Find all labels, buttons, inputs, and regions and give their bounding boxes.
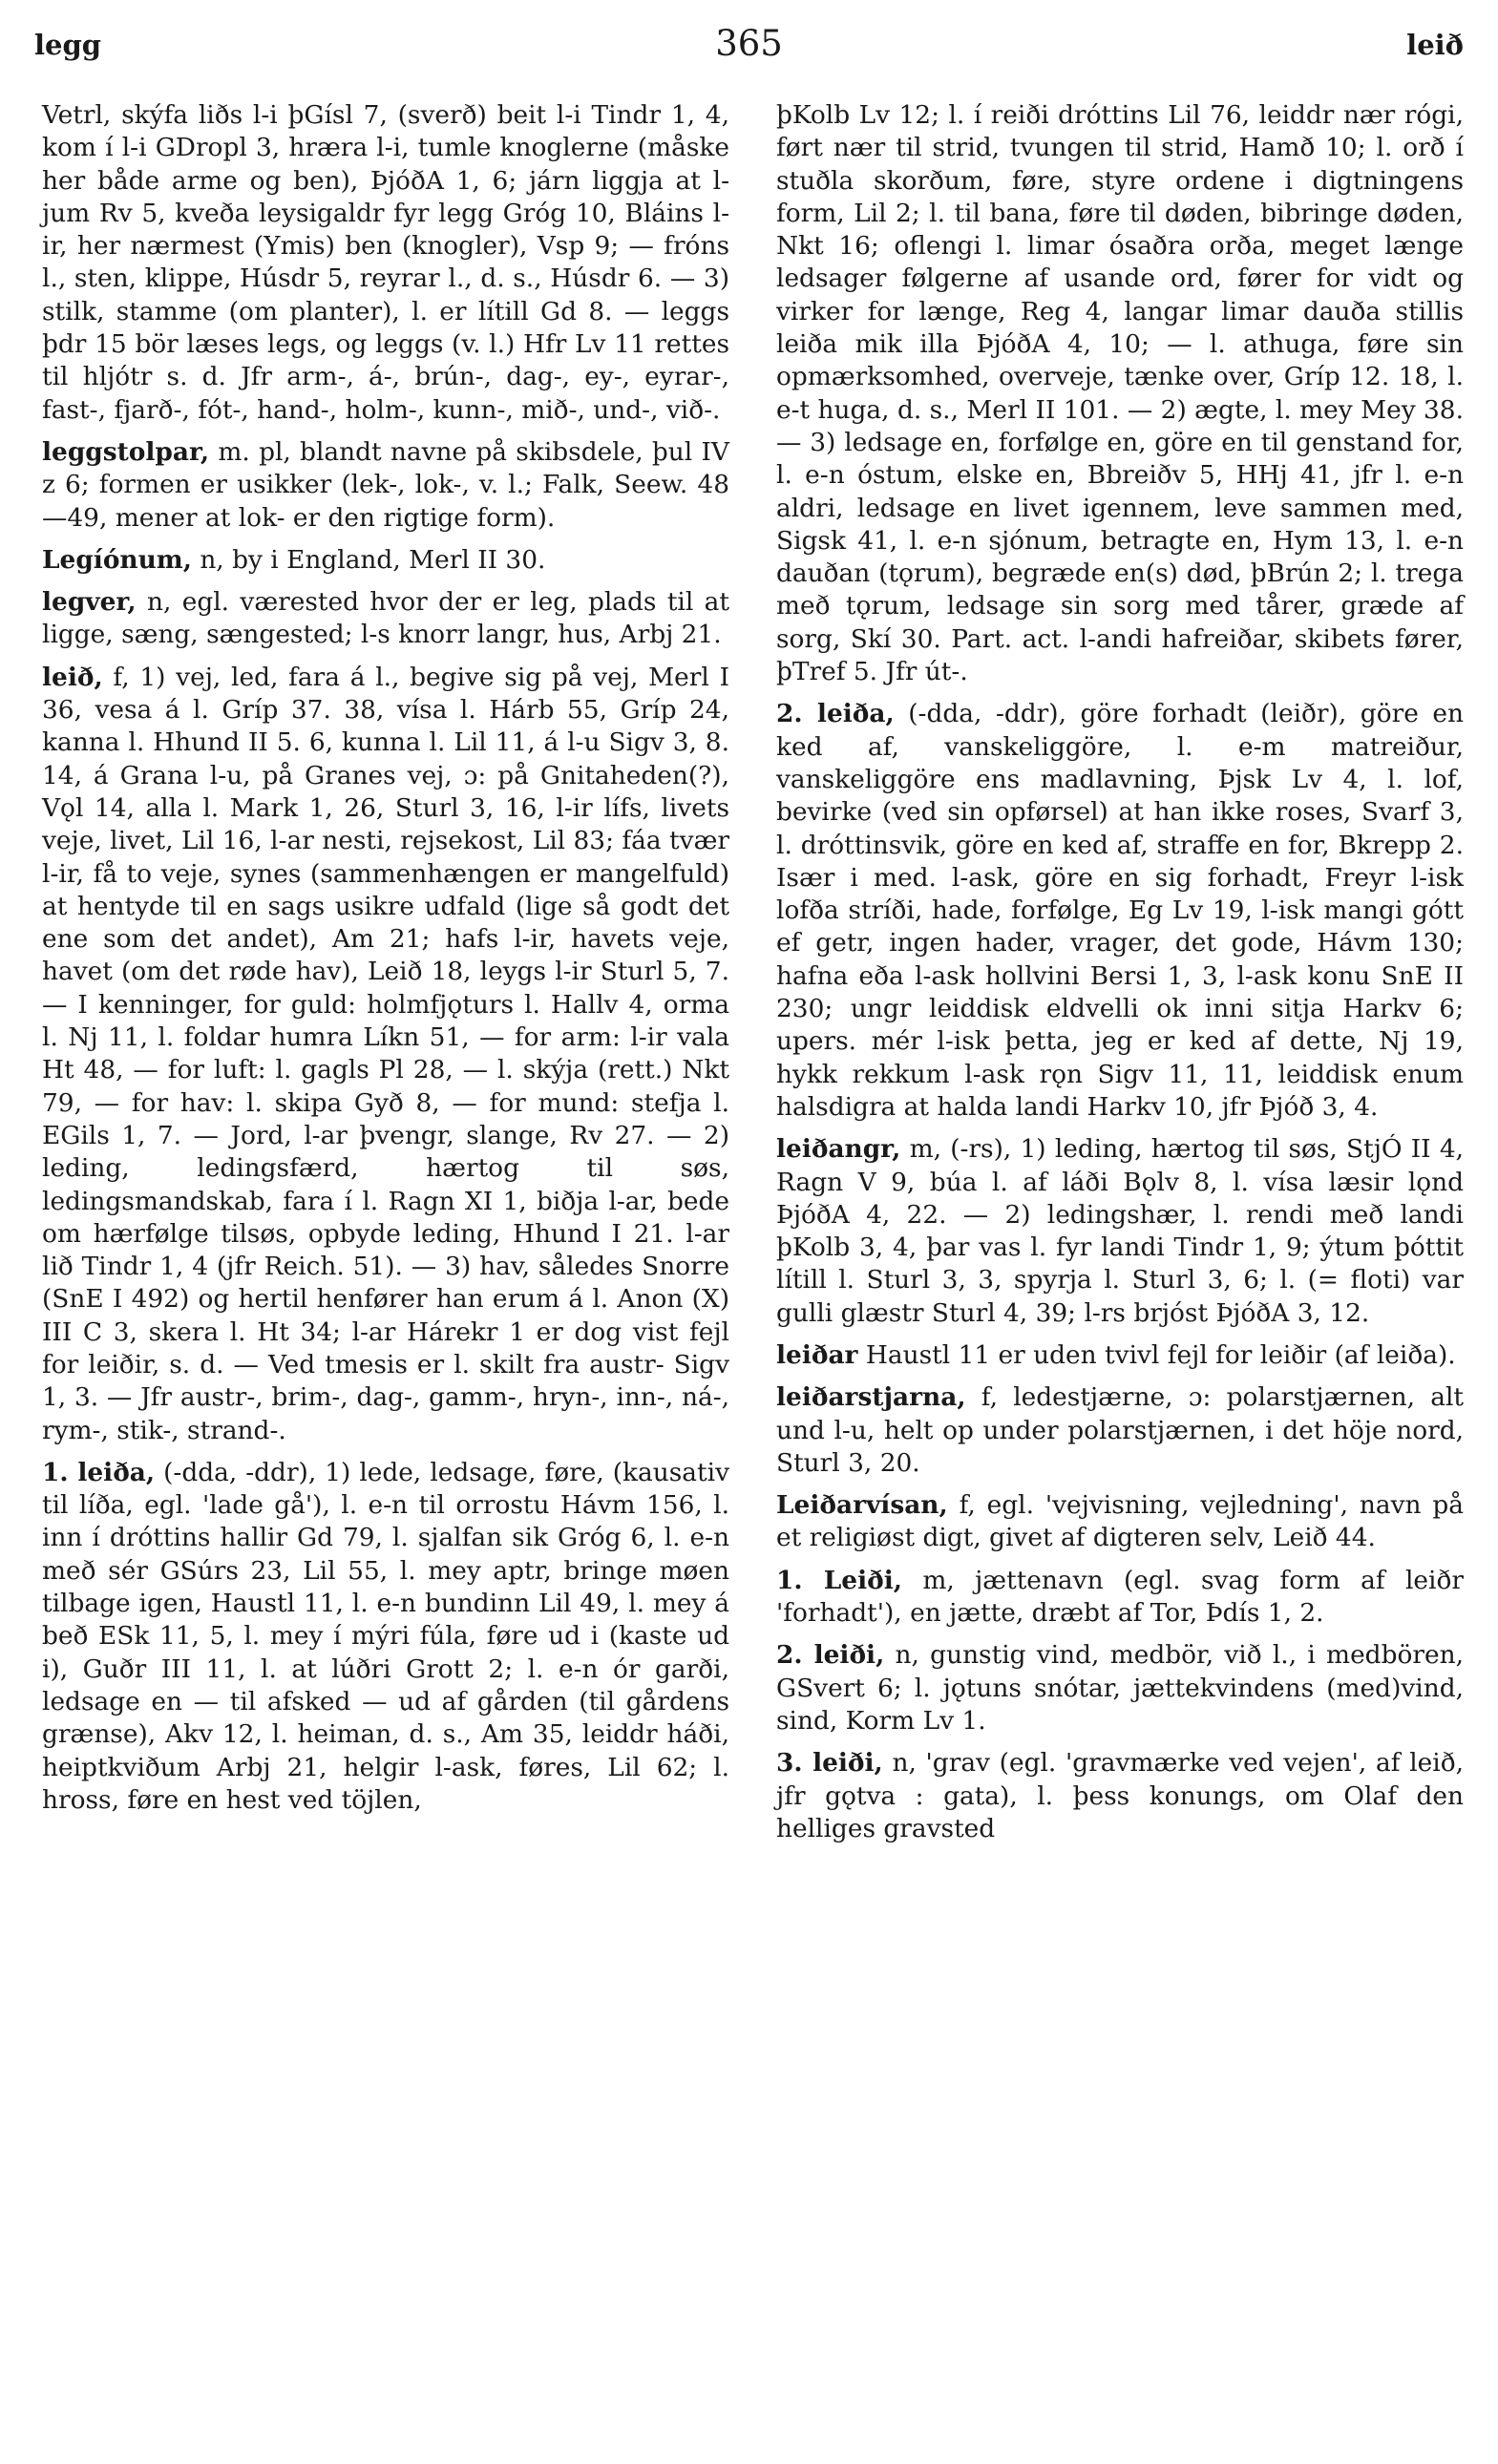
entry-text: m. pl, blandt navne på skibsdele, þul IV z 6; formen er usikker (lek-, lok-, v. l.; Falk, Seew. 48—49, mener at lok- er den rigtige form). [42,436,729,533]
entry-headword: Leiðarvísan, [776,1490,948,1521]
dictionary-entry-leid [42,662,729,1447]
entry-headword: leiðangr, [776,1134,901,1165]
entry-text: (-dda, -ddr), 1) lede, ledsage, føre, (kausativ til líða, egl. 'lade gå'), l. e-n til orrostu Hávm 156, l. inn í dróttins hallir Gd 79, l. sjalfan sik Gróg 6, l. e-n með sér GSúrs 23, Lil 55, l. mey aptr, bringe møen tilbage igen, Haustl 11, l. e-n bundinn Lil 49, l. mey á beð ESk 11, 5, l. mey í mýri fúla, føre ud i (kaste ud i), Guðr III 11, l. at lúðri Grott 2; l. e-n ór garði, ledsage en — til afsked — ud af gården (til gårdens grænse), Akv 12, l. heiman, d. s., Am 35, leiddr háði, heiptkviðum Arbj 21, helgir l-ask, føres, Lil 62; l. hross, føre en hest ved töjlen, [42,1457,729,1815]
dictionary-entry-leggstolpar [42,436,729,535]
entry-text: Haustl 11 er uden tvivl fejl for leiðir (af leiða). [865,1339,1456,1370]
dictionary-entry-leida-1-continued [776,99,1464,688]
right-running-headword: leið [1406,29,1464,61]
dictionary-entry-leida-2 [776,698,1464,1124]
entry-text: m, jættenavn (egl. svag form af leiðr 'forhadt'), en jætte, dræbt af Tor, Þdís 1, 2. [776,1565,1464,1629]
entry-headword: leggstolpar, [42,436,210,467]
entry-headword: 2. leiði, [776,1640,885,1671]
dictionary-entry-legionum [42,544,729,577]
entry-text: n, gunstig vind, medbör, við l., i medbören, GSvert 6; l. jǫtuns snótar, jættekvindens (med)vind, sind, Korm Lv 1. [776,1640,1464,1736]
dictionary-entry-leidarvisan [776,1489,1464,1555]
entry-text: þKolb Lv 12; l. í reiði dróttins Lil 76, leiddr nær rógi, ført nær til strid, tvungen til strid, Hamð 10; l. orð í stuðla skorðum, føre, styre ordene i digtningens form, Lil 2; l. til bana, føre til døden, bibringe døden, Nkt 16; oflengi l. limar ósaðra orða, meget længe ledsager følgerne af usande ord, fører for vidt og virker for længe, Reg 4, langar limar dauða stillis leiða mik illa ÞjóðA 4, 10; — l. athuga, føre sin opmærksomhed, overveje, tænke over, Gríp 12. 18, l. e-t huga, d. s., Merl II 101. — 2) ægte, l. mey Mey 38. — 3) ledsage en, forfølge en, göre en til genstand for, l. e-n óstum, elske en, Bbreiðv 5, HHj 41, jfr l. e-n aldri, ledsage en livet igennem, leve sammen med, Sigsk 41, l. e-n sjónum, betragte en, Hym 13, l. e-n dauðan (tǫrum), begræde en(s) død, þBrún 2; l. trega með tǫrum, ledsage sin sorg med tårer, græde af sorg, Skí 30. Part. act. l-andi hafreiðar, skibets fører, þTref 5. Jfr út-. [776,100,1464,687]
entry-text: n, by i England, Merl II 30. [200,544,546,575]
entry-text: f, ledestjærne, ɔ: polarstjærnen, alt und l-u, helt op under polarstjærnen, i det höje nord, Sturl 3, 20. [776,1382,1464,1478]
dictionary-entry-leidangr [776,1133,1464,1330]
dictionary-entry-leida-1 [42,1457,729,1817]
entry-headword: 1. Leiði, [776,1565,902,1595]
entry-headword: leiðar [776,1339,858,1370]
dictionary-entry-leidi-2 [776,1639,1464,1737]
entry-text: n, 'grav (egl. 'gravmærke ved vejen', af leið, jfr gǫtva : gata), l. þess konungs, om Olaf den helliges gravsted [776,1748,1465,1843]
page-header [34,21,1464,78]
dictionary-entry-leidi-3 [776,1747,1464,1845]
entry-headword: leið, [42,662,103,692]
entry-text: (-dda, -ddr), göre forhadt (leiðr), göre en ked af, vanskeliggöre, l. e-m matreiður, vanskeliggöre ens madlavning, Þjsk Lv 4, l. lof, bevirke (ved sin opførsel) at han ikke roses, Svarf 3, l. dróttinsvik, göre en ked af, straffe en for, Bkrepp 2. Især i med. l-ask, göre en sig forhadt, Freyr l-isk lofða stríði, hade, forfølge, Eg Lv 19, l-isk mangi gótt ef getr, ingen hader, vrager, det gode, Hávm 130; hafna eða l-ask hollvini Bersi 1, 3, l-ask konu SnE II 230; ungr leiddisk eldvelli ok inni sitja Harkv 6; upers. mér l-isk þetta, jeg er ked af dette, Nj 19, hykk rekkum l-ask rǫn Sigv 11, 11, leiddisk enum halsdigra at halda landi Harkv 10, jfr Þjóð 3, 4. [776,699,1465,1122]
entry-text: f, 1) vej, led, fara á l., begive sig på vej, Merl I 36, vesa á l. Gríp 37. 38, vísa l. Hárb 55, Gríp 24, kanna l. Hhund II 5. 6, kunna l. Lil 11, á l-u Sigv 3, 8. 14, á Grana l-u, på Granes vej, ɔ: på Gnitaheden(?), Vǫl 14, alla l. Mark 1, 26, Sturl 3, 16, l-ir lífs, livets veje, livet, Lil 16, l-ar nesti, rejsekost, Lil 83; fáa tvær l-ir, få to veje, synes (sammenhængen er mangelfuld) at hentyde til en sags usikre udfald (lige så godt det ene som det andet), Am 21; hafs l-ir, havets veje, havet (om det røde hav), Leið 18, leygs l-ir Sturl 5, 7. — I kenninger, for guld: holmfjǫturs l. Hallv 4, orma l. Nj 11, l. foldar humra Líkn 51, — for arm: l-ir vala Ht 48, — for luft: l. gagls Pl 28, — l. skýja (rett.) Nkt 79, — for hav: l. skipa Gyð 8, — for mund: stefja l. EGils 1, 7. — Jord, l-ar þvengr, slange, Rv 27. — 2) leding, ledingsfærd, hærtog til søs, ledingsmandskab, fara í l. Ragn XI 1, biðja l-ar, bede om hærfølge tilsøs, opbyde leding, Hhund I 21. l-ar lið Tindr 1, 4 (jfr Reich. 51). — 3) hav, således Snorre (SnE I 492) og hertil henfører han erum á l. Anon (X) III C 3, skera l. Ht 34; l-ar Hárekr 1 er dog vist fejl for leiðir, s. d. — Ved tmesis er l. skilt fra austr- Sigv 1, 3. — Jfr austr-, brim-, dag-, gamm-, hryn-, inn-, ná-, rym-, stik-, strand-. [42,662,729,1445]
dictionary-entry-legg-continued [42,99,729,427]
entry-text: n, egl. værested hvor der er leg, plads til at ligge, sæng, sængested; l-s knorr langr, hus, Arbj 21. [42,587,730,650]
entry-headword: 1. leiða, [42,1457,156,1487]
left-running-headword: legg [34,29,102,61]
page-number: 365 [715,23,783,64]
dictionary-entry-legver [42,586,729,652]
entry-headword: legver, [42,587,137,618]
dictionary-entry-leidarstjarna [776,1381,1464,1480]
entry-headword: Legíónum, [42,544,192,575]
left-column [42,99,729,1817]
entry-text: f, egl. 'vejvisning, vejledning', navn på et religiøst digt, givet af digteren selv, Leið 44. [776,1490,1464,1553]
entry-text: Vetrl, skýfa liðs l-i þGísl 7, (sverð) beit l-i Tindr 1, 4, kom í l-i GDropl 3, hræra l-i, tumle knoglerne (måske her både arme og ben), ÞjóðA 1, 6; járn liggja at l-jum Rv 5, kveða leysigaldr fyr legg Gróg 10, Bláins l-ir, her nærmest (Ymis) ben (knogler), Vsp 9; — fróns l., sten, klippe, Húsdr 5, reyrar l., d. s., Húsdr 6. — 3) stilk, stamme (om planter), l. er lítill Gd 8. — leggs þdr 15 bör læses legs, og leggs (v. l.) Hfr Lv 11 rettes til hljótr s. d. Jfr arm-, á-, brún-, dag-, ey-, eyrar-, fast-, fjarð-, fót-, hand-, holm-, kunn-, mið-, und-, við-. [42,100,729,425]
entry-text: m, (-rs), 1) leding, hærtog til søs, StjÓ II 4, Ragn V 9, búa l. af láði Bǫlv 8, l. vísa læsir lǫnd ÞjóðA 4, 22. — 2) ledingshær, l. rendi með landi þKolb 3, 4, þar vas l. fyr landi Tindr 1, 9; ýtum þóttit lítill l. Sturl 3, 3, spyrja l. Sturl 3, 6; l. (= floti) var gulli glæstr Sturl 4, 39; l-rs brjóst ÞjóðA 3, 12. [776,1134,1465,1328]
entry-headword: 2. leiða, [776,699,895,729]
entry-headword: 3. leiði, [776,1748,883,1779]
dictionary-entry-leidi-1 [776,1565,1464,1631]
dictionary-entry-leidar [776,1339,1464,1372]
right-column [776,99,1464,1845]
entry-headword: leiðarstjarna, [776,1382,966,1413]
